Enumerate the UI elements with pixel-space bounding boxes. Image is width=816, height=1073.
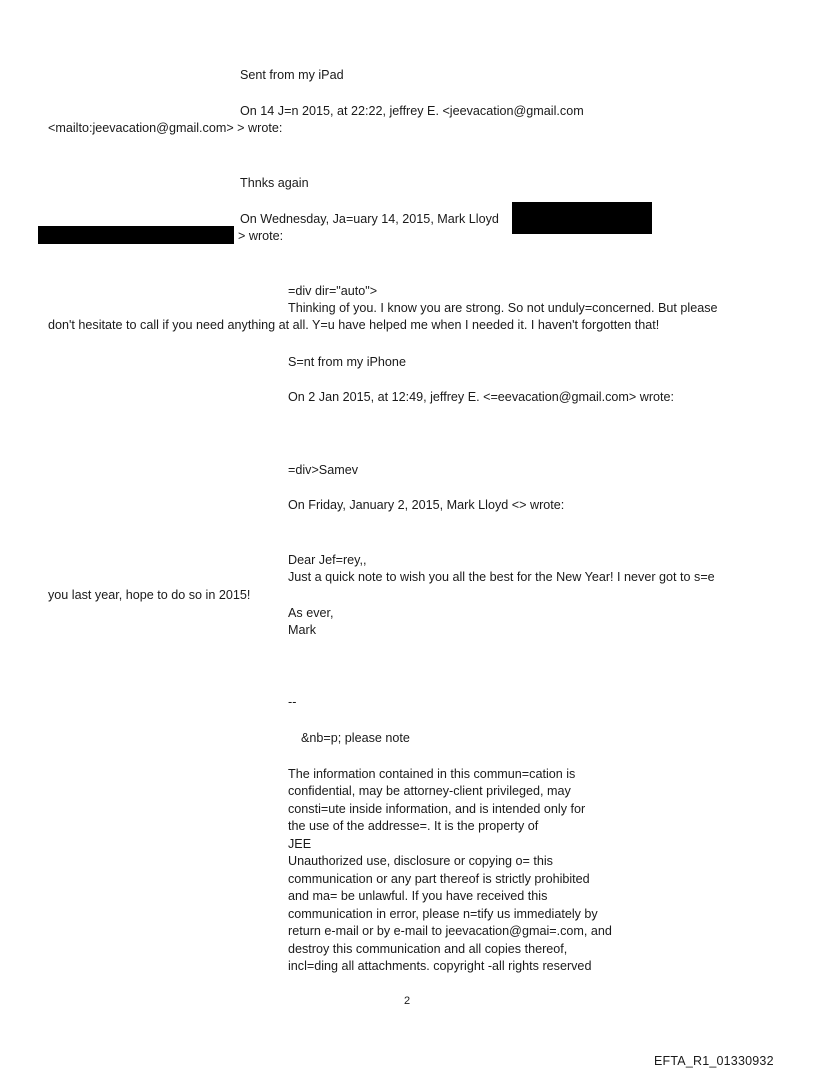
disclaimer-line: consti=ute inside information, and is intended only for (288, 802, 586, 816)
redaction-box (512, 202, 652, 234)
disclaimer-line: incl=ding all attachments. copyright -all rights reserved (288, 959, 592, 973)
reply-header-2-line-1: On Wednesday, Ja=uary 14, 2015, Mark Lloyd (240, 212, 499, 226)
thanks-again-text: Thnks again (240, 176, 309, 190)
disclaimer-line: communication in error, please n=tify us immediately by (288, 907, 598, 921)
disclaimer-line: Unauthorized use, disclosure or copying o= this (288, 854, 553, 868)
reply-header-1-line-1: On 14 J=n 2015, at 22:22, jeffrey E. <jeevacation@gmail.com (240, 104, 584, 118)
reply-header-4: On Friday, January 2, 2015, Mark Lloyd <> wrote: (288, 498, 565, 512)
please-note-heading: &nb=p; please note (301, 731, 410, 745)
html-fragment-samev: =div>Samev (288, 463, 359, 477)
closing: As ever, (288, 606, 334, 620)
disclaimer-line: JEE (288, 837, 312, 851)
reply-header-3: On 2 Jan 2015, at 12:49, jeffrey E. <=eevacation@gmail.com> wrote: (288, 390, 675, 404)
disclaimer-line: The information contained in this commun=cation is (288, 767, 576, 781)
signature: Mark (288, 623, 316, 637)
redaction-box (38, 226, 234, 244)
reply-header-1-line-2: <mailto:jeevacation@gmail.com> > wrote: (48, 121, 283, 135)
reply-header-2-line-2: > wrote: (238, 229, 284, 243)
html-fragment-div-auto: =div dir="auto"> (288, 284, 378, 298)
quick-note-line-2: you last year, hope to do so in 2015! (48, 588, 251, 602)
disclaimer-line: communication or any part thereof is strictly prohibited (288, 872, 590, 886)
disclaimer-line: return e-mail or by e-mail to jeevacation@gmai=.com, and (288, 924, 612, 938)
signature-separator: -- (288, 695, 297, 709)
thinking-of-you-line-2: don't hesitate to call if you need anything at all. Y=u have helped me when I needed it. I haven't forgotten that! (48, 318, 660, 332)
quick-note-line-1: Just a quick note to wish you all the best for the New Year! I never got to s=e (288, 570, 715, 584)
thinking-of-you-line-1: Thinking of you. I know you are strong. So not unduly=concerned. But please (288, 301, 718, 315)
disclaimer-line: and ma= be unlawful. If you have received this (288, 889, 548, 903)
page-number: 2 (404, 995, 411, 1007)
disclaimer-line: confidential, may be attorney-client privileged, may (288, 784, 571, 798)
greeting: Dear Jef=rey,, (288, 553, 367, 567)
sent-from-ipad: Sent from my iPad (240, 68, 344, 82)
document-id: EFTA_R1_01330932 (654, 1054, 774, 1068)
sent-from-iphone: S=nt from my iPhone (288, 355, 406, 369)
disclaimer-line: destroy this communication and all copies thereof, (288, 942, 568, 956)
disclaimer-line: the use of the addresse=. It is the property of (288, 819, 539, 833)
